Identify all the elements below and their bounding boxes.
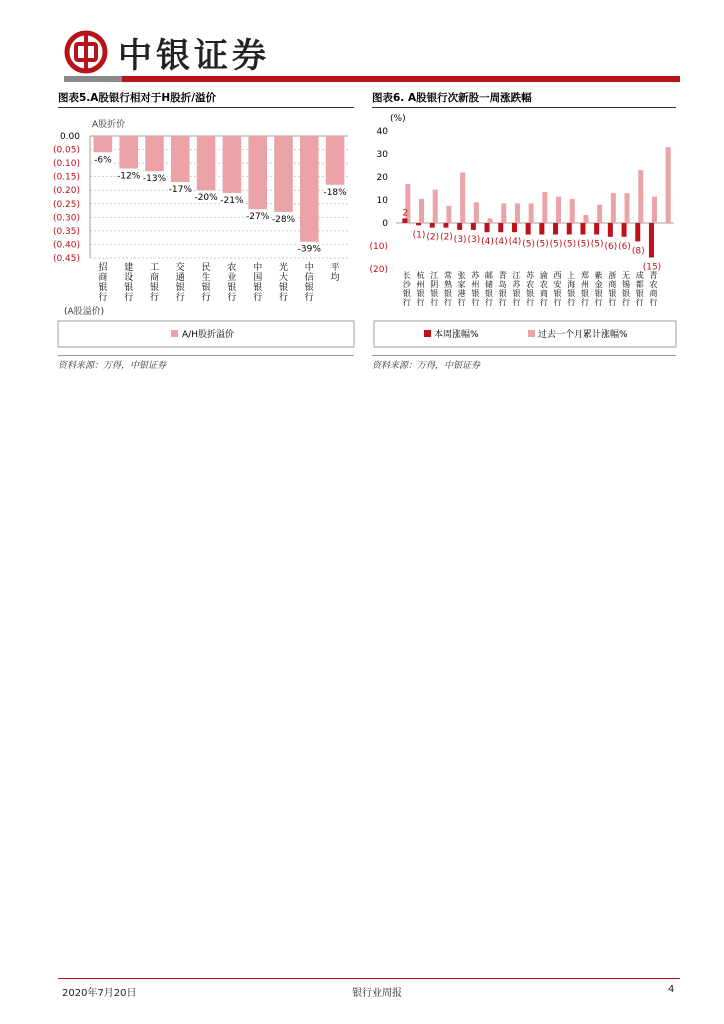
bar-week xyxy=(553,223,558,235)
bar-week xyxy=(649,223,654,258)
x-category-label xyxy=(636,270,644,307)
y-tick-label: (20) xyxy=(369,265,388,275)
x-category-label-char: 银 xyxy=(227,283,237,293)
bar-month xyxy=(474,202,479,223)
x-category-label-char: 光 xyxy=(278,263,289,273)
legend-label-week: 本周涨幅% xyxy=(434,330,479,340)
x-category-label-char: 中 xyxy=(304,263,314,273)
data-label: (4) xyxy=(494,237,508,248)
x-category-label-char: 民 xyxy=(201,263,211,273)
x-category-label-char: 行 xyxy=(124,293,134,303)
data-label: -20% xyxy=(194,193,218,204)
x-category-label-char: 行 xyxy=(201,293,211,303)
x-category-label-char: 银 xyxy=(278,283,289,293)
bank-of-china-icon xyxy=(64,30,108,74)
x-category-label-char: 国 xyxy=(253,273,263,283)
x-category-label-char: 通 xyxy=(175,273,185,283)
y-tick-label: (0.10) xyxy=(52,159,80,170)
x-category-label-char: 银 xyxy=(149,283,160,293)
legend-swatch-week xyxy=(424,330,431,337)
x-category-label-char: 银 xyxy=(416,289,425,298)
x-category-label-char: 苏 xyxy=(512,280,521,289)
x-category-label-char: 行 xyxy=(649,298,658,307)
y-tick-label: (0.40) xyxy=(52,240,80,251)
data-label: -21% xyxy=(220,195,244,206)
bar-week xyxy=(608,223,613,237)
data-label: (2) xyxy=(426,232,440,243)
x-category-label-char: 海 xyxy=(567,280,576,289)
bar-month xyxy=(529,203,534,223)
brand-name: 中银证券 xyxy=(118,35,270,76)
x-category-label xyxy=(499,270,507,307)
bar xyxy=(326,136,345,185)
x-category-label-char: 行 xyxy=(512,298,521,307)
data-label: -6% xyxy=(94,155,112,166)
data-label: (5) xyxy=(522,239,536,250)
header-logo xyxy=(64,28,270,76)
left-source: 资料来源：万得，中银证券 xyxy=(58,361,167,371)
bar-week xyxy=(635,223,640,241)
x-category-label-char: 商 xyxy=(649,289,658,298)
x-category-label xyxy=(444,270,453,307)
right-chart-svg xyxy=(369,109,678,355)
bar xyxy=(197,136,216,190)
bar-month xyxy=(611,193,616,223)
x-category-label-char: 州 xyxy=(471,280,480,289)
x-category-label xyxy=(253,261,262,303)
x-category-label-char: 银 xyxy=(175,283,185,293)
bar-month xyxy=(556,197,561,223)
bar-week xyxy=(526,223,531,235)
bar xyxy=(94,136,113,152)
x-category-label-char: 江 xyxy=(430,271,439,280)
x-category-label-char: 银 xyxy=(512,289,521,298)
footer-report: 银行业周报 xyxy=(352,988,402,999)
x-category-label-char: 银 xyxy=(498,289,507,298)
bar-month xyxy=(501,203,506,223)
bar-month xyxy=(666,147,671,223)
x-category-label-char: 州 xyxy=(580,280,589,289)
x-category-label-char: 储 xyxy=(485,280,494,289)
bar-month xyxy=(570,199,575,223)
x-category-label-char: 工 xyxy=(149,263,160,273)
x-category-label-char: 业 xyxy=(227,273,237,283)
x-category-label xyxy=(430,271,438,307)
x-category-label-char: 银 xyxy=(253,283,263,293)
x-category-label-char: 行 xyxy=(622,298,631,307)
right-source: 资料来源：万得，中银证券 xyxy=(372,361,481,371)
bar-month xyxy=(583,215,588,223)
x-category-label-char: 安 xyxy=(553,280,562,289)
header-bar xyxy=(64,76,680,82)
x-category-label-char: 银 xyxy=(304,283,314,293)
bar-week xyxy=(402,218,407,223)
x-category-label xyxy=(403,271,412,307)
x-category-label xyxy=(595,270,603,307)
x-category-label xyxy=(622,271,630,307)
bar xyxy=(300,136,319,242)
x-category-label-char: 行 xyxy=(457,298,466,307)
bar xyxy=(171,136,190,182)
bar-month xyxy=(652,197,657,223)
data-label: (3) xyxy=(467,234,481,245)
left-source-rule xyxy=(58,355,354,356)
x-category-label-char: 建 xyxy=(124,263,134,273)
x-category-label-char: 行 xyxy=(580,298,589,307)
x-category-label-char: 长 xyxy=(402,271,411,280)
x-category-label-char: 江 xyxy=(512,271,521,280)
x-category-label xyxy=(512,271,521,307)
data-label: (3) xyxy=(453,234,467,245)
data-label: (5) xyxy=(577,239,590,250)
x-category-label-char: 银 xyxy=(553,289,562,298)
x-category-label-char: 行 xyxy=(485,298,494,307)
x-category-label xyxy=(124,261,133,303)
x-category-label xyxy=(279,261,288,303)
data-label: -13% xyxy=(142,174,167,185)
x-category-label-char: 商 xyxy=(608,280,617,289)
x-category-label-char: 均 xyxy=(330,273,340,283)
y-tick-label: (0.45) xyxy=(52,254,80,264)
x-category-label-char: 行 xyxy=(175,293,185,303)
bar-week xyxy=(430,223,435,228)
data-label: (5) xyxy=(549,239,563,250)
legend-swatch-month xyxy=(528,330,535,337)
x-category-label-char: 州 xyxy=(416,280,425,289)
x-category-label-char: 郑 xyxy=(580,271,589,280)
x-category-label xyxy=(202,262,211,303)
right-source-rule xyxy=(372,355,676,356)
data-label: (4) xyxy=(508,237,522,248)
data-label: -12% xyxy=(117,171,141,182)
x-category-label-char: 张 xyxy=(457,271,466,280)
bar-week xyxy=(457,223,462,230)
x-category-label-char: 中 xyxy=(253,263,263,273)
bar-week xyxy=(498,223,503,232)
x-category-label-char: 银 xyxy=(402,289,411,298)
right-chart xyxy=(369,109,678,359)
x-category-label-char: 银 xyxy=(567,289,576,298)
bar-week xyxy=(471,223,476,230)
x-category-label-char: 银 xyxy=(471,289,480,298)
bar-week xyxy=(567,223,572,235)
bar xyxy=(223,136,242,193)
x-category-label-char: 行 xyxy=(594,298,603,307)
x-category-label-char: 信 xyxy=(304,273,314,283)
x-category-label-char: 岛 xyxy=(498,280,507,289)
x-category-label-char: 商 xyxy=(98,273,108,283)
left-chart-title: 图表5.A股银行相对于H股折/溢价 xyxy=(58,92,217,104)
bar-week xyxy=(580,223,585,235)
x-category-label-char: 锡 xyxy=(622,280,631,289)
x-category-label-char: 设 xyxy=(124,273,134,283)
left-chart-svg xyxy=(52,109,356,355)
x-category-label-char: 银 xyxy=(594,289,603,298)
bar-month xyxy=(638,170,643,223)
bar-month xyxy=(625,193,630,223)
x-category-label xyxy=(305,261,314,303)
top-axis-label: A股折价 xyxy=(92,120,126,130)
bar xyxy=(274,136,293,212)
bar xyxy=(119,136,138,169)
unit-label: (%) xyxy=(390,114,406,124)
bar-week xyxy=(416,223,421,225)
data-label: (5) xyxy=(535,239,549,250)
x-category-label-char: 行 xyxy=(149,293,160,303)
bar-month xyxy=(446,206,451,223)
data-label: (8) xyxy=(631,246,645,257)
data-label: (5) xyxy=(563,239,577,250)
x-category-label-char: 银 xyxy=(124,283,134,293)
bar-month xyxy=(460,172,465,223)
x-category-label-char: 商 xyxy=(539,289,548,298)
bar-month xyxy=(542,192,547,223)
x-category-label-char: 行 xyxy=(304,293,314,303)
x-category-label xyxy=(649,270,657,307)
right-title-rule xyxy=(372,107,676,108)
bar-month xyxy=(515,203,520,223)
bar-week xyxy=(443,223,448,228)
x-category-label-char: 农 xyxy=(227,263,237,273)
x-category-label-char: 银 xyxy=(430,289,439,298)
data-label: -39% xyxy=(297,244,321,255)
x-category-label-char: 银 xyxy=(608,289,617,298)
x-category-label xyxy=(608,270,616,307)
x-category-label-char: 无 xyxy=(622,271,631,280)
y-tick-label: 30 xyxy=(376,150,388,160)
x-category-label-char: 行 xyxy=(278,293,289,303)
x-category-label xyxy=(417,270,425,307)
x-category-label xyxy=(150,262,159,303)
x-category-label-char: 青 xyxy=(649,271,658,280)
legend-swatch xyxy=(171,330,178,337)
x-category-label-char: 行 xyxy=(608,298,617,307)
data-label: (2) xyxy=(440,232,453,243)
x-category-label-char: 银 xyxy=(635,289,644,298)
data-label: (6) xyxy=(604,241,618,252)
bar-week xyxy=(622,223,627,237)
bar-week xyxy=(512,223,517,232)
x-category-label-char: 商 xyxy=(149,273,160,283)
left-title-rule xyxy=(58,107,354,108)
x-category-label-char: 银 xyxy=(526,289,535,298)
x-category-label-char: 常 xyxy=(443,271,452,280)
x-category-label-char: 行 xyxy=(635,298,644,307)
x-category-label-char: 行 xyxy=(253,293,263,303)
x-category-label-char: 银 xyxy=(98,283,108,293)
bar-week xyxy=(594,223,599,235)
bar xyxy=(248,136,267,209)
x-category-label xyxy=(458,271,466,307)
x-category-label-char: 港 xyxy=(457,289,466,298)
x-category-label-char: 阴 xyxy=(430,280,439,289)
x-category-label-char: 邮 xyxy=(485,271,494,280)
x-category-label-char: 行 xyxy=(526,298,535,307)
x-category-label xyxy=(567,270,575,307)
bar-month xyxy=(597,205,602,223)
x-category-label-char: 沙 xyxy=(402,280,411,289)
x-category-label-char: 行 xyxy=(227,293,237,303)
x-category-label xyxy=(554,271,562,307)
x-category-label-char: 紫 xyxy=(594,271,603,280)
x-category-label xyxy=(98,261,107,303)
x-category-label-char: 交 xyxy=(175,263,185,273)
x-category-label xyxy=(540,270,548,307)
footer-rule xyxy=(58,978,680,979)
data-label: 2 xyxy=(402,208,409,219)
x-category-label-char: 银 xyxy=(622,289,631,298)
x-category-label xyxy=(331,262,340,283)
bar xyxy=(145,136,164,171)
data-label: (4) xyxy=(481,237,494,248)
data-label: (15) xyxy=(642,262,662,273)
x-category-label-char: 行 xyxy=(98,293,108,303)
x-category-label-char: 银 xyxy=(443,289,452,298)
x-category-label xyxy=(485,270,493,307)
x-category-label-char: 行 xyxy=(553,298,562,307)
legend-box xyxy=(374,321,676,347)
x-category-label-char: 浙 xyxy=(608,271,617,280)
y-tick-label: 20 xyxy=(376,173,388,183)
x-category-label-char: 农 xyxy=(649,280,658,289)
x-category-label-char: 成 xyxy=(635,271,644,280)
data-label: (1) xyxy=(412,230,426,241)
bar-month xyxy=(488,218,493,223)
x-category-label-char: 银 xyxy=(580,289,589,298)
x-category-label-char: 行 xyxy=(443,298,452,307)
y-tick-label: 0 xyxy=(382,219,388,229)
bottom-axis-label: (A股溢价) xyxy=(64,307,105,317)
data-label: -18% xyxy=(323,187,347,198)
y-tick-label: 40 xyxy=(376,127,388,137)
data-label: -27% xyxy=(246,212,270,223)
x-category-label-char: 都 xyxy=(635,280,644,289)
x-category-label-char: 苏 xyxy=(526,271,535,280)
y-tick-label: (10) xyxy=(369,242,388,252)
footer-date: 2020年7月20日 xyxy=(62,988,137,999)
x-category-label-char: 行 xyxy=(430,298,439,307)
bar-week xyxy=(485,223,490,232)
x-category-label-char: 行 xyxy=(498,298,507,307)
x-category-label-char: 金 xyxy=(594,280,603,289)
bar-month xyxy=(419,199,424,223)
y-tick-label: (0.30) xyxy=(52,213,80,224)
data-label: -17% xyxy=(168,185,192,196)
x-category-label-char: 平 xyxy=(330,263,340,273)
y-tick-label: 0.00 xyxy=(59,132,80,142)
right-chart-title: 图表6. A股银行次新股一周涨跌幅 xyxy=(372,92,532,104)
x-category-label-char: 苏 xyxy=(471,271,480,280)
legend-label-month: 过去一个月累计涨幅% xyxy=(538,330,628,340)
x-category-label-char: 熟 xyxy=(443,280,452,289)
x-category-label-char: 银 xyxy=(485,289,494,298)
footer-page: 4 xyxy=(668,984,675,995)
x-category-label-char: 银 xyxy=(201,283,211,293)
x-category-label-char: 生 xyxy=(201,273,211,283)
x-category-label-char: 农 xyxy=(539,280,548,289)
x-category-label xyxy=(526,270,535,307)
bar-month xyxy=(433,190,438,223)
x-category-label-char: 行 xyxy=(567,298,576,307)
x-category-label-char: 杭 xyxy=(416,271,425,280)
data-label: (5) xyxy=(590,239,604,250)
x-category-label-char: 西 xyxy=(553,271,562,280)
x-category-label-char: 上 xyxy=(567,271,576,280)
x-category-label-char: 招 xyxy=(98,263,108,273)
x-category-label-char: 家 xyxy=(457,280,466,289)
x-category-label-char: 青 xyxy=(498,271,507,280)
x-category-label-char: 行 xyxy=(471,298,480,307)
x-category-label xyxy=(581,270,589,307)
x-category-label xyxy=(176,261,185,303)
x-category-label-char: 行 xyxy=(402,298,411,307)
x-category-label-char: 渝 xyxy=(539,271,548,280)
y-tick-label: (0.25) xyxy=(52,199,80,210)
bar-week xyxy=(539,223,544,235)
legend-label: A/H股折溢价 xyxy=(182,330,234,340)
x-category-label xyxy=(227,261,236,303)
x-category-label-char: 行 xyxy=(416,298,425,307)
left-chart xyxy=(52,109,356,359)
y-tick-label: (0.05) xyxy=(52,145,80,156)
data-label: -28% xyxy=(271,214,296,225)
y-tick-label: 10 xyxy=(376,196,388,206)
x-category-label xyxy=(471,270,480,307)
x-category-label-char: 大 xyxy=(278,273,289,283)
y-tick-label: (0.35) xyxy=(52,226,80,237)
data-label: (6) xyxy=(618,241,631,252)
x-category-label-char: 行 xyxy=(539,298,548,307)
y-tick-label: (0.20) xyxy=(52,186,80,197)
y-tick-label: (0.15) xyxy=(52,172,80,183)
x-category-label-char: 农 xyxy=(526,280,535,289)
